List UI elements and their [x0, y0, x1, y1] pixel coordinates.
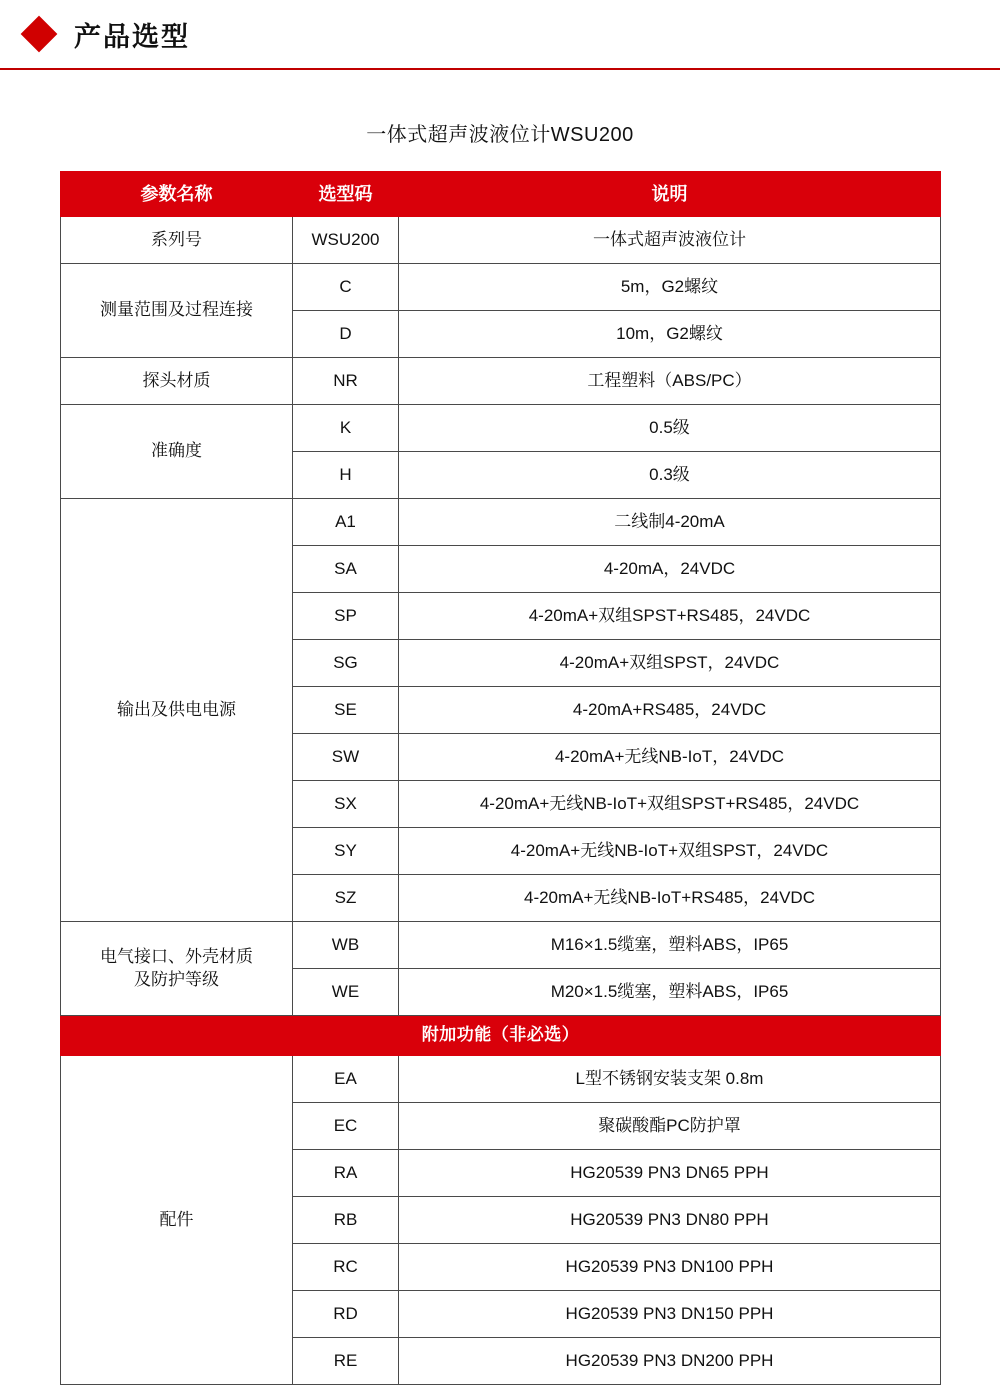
- selection-code-cell: SG: [293, 640, 399, 687]
- selection-code-cell: H: [293, 452, 399, 499]
- param-name-cell: 测量范围及过程连接: [61, 264, 293, 358]
- column-header-param-name: 参数名称: [61, 172, 293, 217]
- param-name-cell: 系列号: [61, 217, 293, 264]
- page-header: [0, 0, 1000, 70]
- table-row: [61, 358, 941, 405]
- selection-code-cell: NR: [293, 358, 399, 405]
- description-cell: 4-20mA+无线NB-IoT+RS485，24VDC: [399, 875, 941, 922]
- table-header-row: [61, 172, 941, 217]
- description-cell: 聚碳酸酯PC防护罩: [399, 1103, 941, 1150]
- description-cell: 4-20mA+双组SPST+RS485，24VDC: [399, 593, 941, 640]
- selection-code-cell: RD: [293, 1291, 399, 1338]
- selection-code-cell: K: [293, 405, 399, 452]
- description-cell: M16×1.5缆塞，塑料ABS，IP65: [399, 922, 941, 969]
- description-cell: 4-20mA，24VDC: [399, 546, 941, 593]
- column-header-code: 选型码: [293, 172, 399, 217]
- selection-code-cell: D: [293, 311, 399, 358]
- description-cell: M20×1.5缆塞，塑料ABS，IP65: [399, 969, 941, 1016]
- description-cell: 4-20mA+双组SPST，24VDC: [399, 640, 941, 687]
- section-bar-row: [61, 1016, 941, 1056]
- selection-code-cell: RA: [293, 1150, 399, 1197]
- param-name-cell: 配件: [61, 1056, 293, 1385]
- description-cell: HG20539 PN3 DN200 PPH: [399, 1338, 941, 1385]
- param-name-line: 及防护等级: [134, 969, 219, 989]
- selection-code-cell: SY: [293, 828, 399, 875]
- description-cell: 一体式超声波液位计: [399, 217, 941, 264]
- description-cell: 工程塑料（ABS/PC）: [399, 358, 941, 405]
- description-cell: HG20539 PN3 DN65 PPH: [399, 1150, 941, 1197]
- selection-code-cell: SP: [293, 593, 399, 640]
- selection-code-cell: SX: [293, 781, 399, 828]
- table-row: [61, 922, 941, 969]
- description-cell: 二线制4-20mA: [399, 499, 941, 546]
- description-cell: 0.3级: [399, 452, 941, 499]
- param-name-cell: 探头材质: [61, 358, 293, 405]
- section-bar-label: 附加功能（非必选）: [61, 1016, 941, 1056]
- param-name-cell: [61, 922, 293, 1016]
- product-model-title: 一体式超声波液位计WSU200: [366, 124, 634, 146]
- selection-code-cell: RB: [293, 1197, 399, 1244]
- description-cell: HG20539 PN3 DN80 PPH: [399, 1197, 941, 1244]
- selection-code-cell: SA: [293, 546, 399, 593]
- selection-code-cell: C: [293, 264, 399, 311]
- selection-code-cell: WSU200: [293, 217, 399, 264]
- selection-code-cell: SW: [293, 734, 399, 781]
- table-row: [61, 217, 941, 264]
- description-cell: 0.5级: [399, 405, 941, 452]
- selection-code-cell: A1: [293, 499, 399, 546]
- description-cell: 5m，G2螺纹: [399, 264, 941, 311]
- selection-code-cell: RE: [293, 1338, 399, 1385]
- selection-code-cell: WB: [293, 922, 399, 969]
- selection-code-cell: SE: [293, 687, 399, 734]
- param-name-cell: 输出及供电电源: [61, 499, 293, 922]
- table-row: [61, 499, 941, 546]
- description-cell: 10m，G2螺纹: [399, 311, 941, 358]
- description-cell: 4-20mA+RS485，24VDC: [399, 687, 941, 734]
- param-name-cell: 准确度: [61, 405, 293, 499]
- selection-code-cell: EA: [293, 1056, 399, 1103]
- description-cell: 4-20mA+无线NB-IoT+双组SPST+RS485，24VDC: [399, 781, 941, 828]
- selection-code-cell: RC: [293, 1244, 399, 1291]
- column-header-description: 说明: [399, 172, 941, 217]
- table-row: [61, 405, 941, 452]
- description-cell: HG20539 PN3 DN100 PPH: [399, 1244, 941, 1291]
- table-row: [61, 264, 941, 311]
- param-name-line: 电气接口、外壳材质: [100, 946, 253, 966]
- selection-code-cell: SZ: [293, 875, 399, 922]
- diamond-icon: [21, 16, 58, 53]
- spec-table-container: [0, 171, 1000, 1385]
- selection-code-cell: EC: [293, 1103, 399, 1150]
- description-cell: L型不锈钢安装支架 0.8m: [399, 1056, 941, 1103]
- description-cell: 4-20mA+无线NB-IoT，24VDC: [399, 734, 941, 781]
- selection-code-cell: WE: [293, 969, 399, 1016]
- page-title: 产品选型: [74, 21, 190, 52]
- spec-table: [60, 171, 941, 1385]
- description-cell: HG20539 PN3 DN150 PPH: [399, 1291, 941, 1338]
- description-cell: 4-20mA+无线NB-IoT+双组SPST，24VDC: [399, 828, 941, 875]
